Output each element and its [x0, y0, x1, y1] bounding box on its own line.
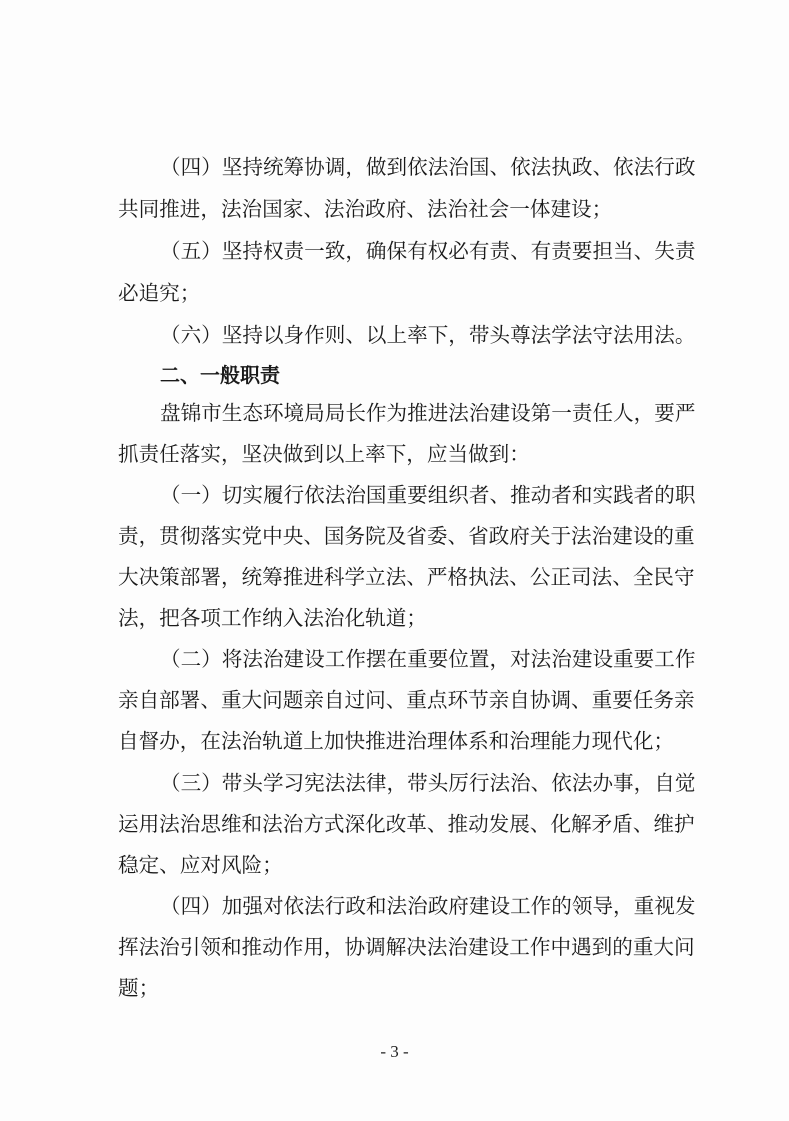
section-heading: 二、一般职责	[160, 363, 280, 387]
paragraph-line: （四）加强对依法行政和法治政府建设工作的领导，重视发	[160, 894, 696, 918]
paragraph-line: 共同推进，法治国家、法治政府、法治社会一体建设；	[118, 197, 613, 221]
paragraph-line: 题；	[118, 976, 160, 1000]
paragraph-line: （二）将法治建设工作摆在重要位置，对法治建设重要工作	[160, 647, 696, 671]
paragraph-line: 大决策部署，统筹推进科学立法、严格执法、公正司法、全民守	[118, 565, 695, 589]
paragraph-line: 自督办，在法治轨道上加快推进治理体系和治理能力现代化；	[118, 729, 675, 753]
paragraph-line: （三）带头学习宪法法律，带头厉行法治、依法办事，自觉	[160, 771, 696, 795]
paragraph-line: 抓责任落实，坚决做到以上率下，应当做到：	[118, 442, 530, 466]
paragraph-line: 盘锦市生态环境局局长作为推进法治建设第一责任人，要严	[160, 401, 696, 425]
paragraph-line: 责，贯彻落实党中央、国务院及省委、省政府关于法治建设的重	[118, 524, 695, 548]
paragraph-line: 挥法治引领和推动作用，协调解决法治建设工作中遇到的重大问	[118, 935, 695, 959]
page-number: - 3 -	[380, 1042, 409, 1061]
paragraph-line: （四）坚持统筹协调，做到依法治国、依法执政、依法行政	[160, 155, 696, 179]
paragraph-line: 必追究；	[118, 281, 201, 305]
paragraph-line: 法，把各项工作纳入法治化轨道；	[118, 606, 427, 630]
paragraph-line: 亲自部署、重大问题亲自过问、重点环节亲自协调、重要任务亲	[118, 688, 695, 712]
paragraph-line: 稳定、应对风险；	[118, 853, 283, 877]
paragraph-line: （六）坚持以身作则、以上率下，带头尊法学法守法用法。	[160, 323, 696, 347]
paragraph-line: （五）坚持权责一致，确保有权必有责、有责要担当、失责	[160, 239, 696, 263]
paragraph-line: （一）切实履行依法治国重要组织者、推动者和实践者的职	[160, 483, 696, 507]
paragraph-line: 运用法治思维和法治方式深化改革、推动发展、化解矛盾、维护	[118, 812, 695, 836]
